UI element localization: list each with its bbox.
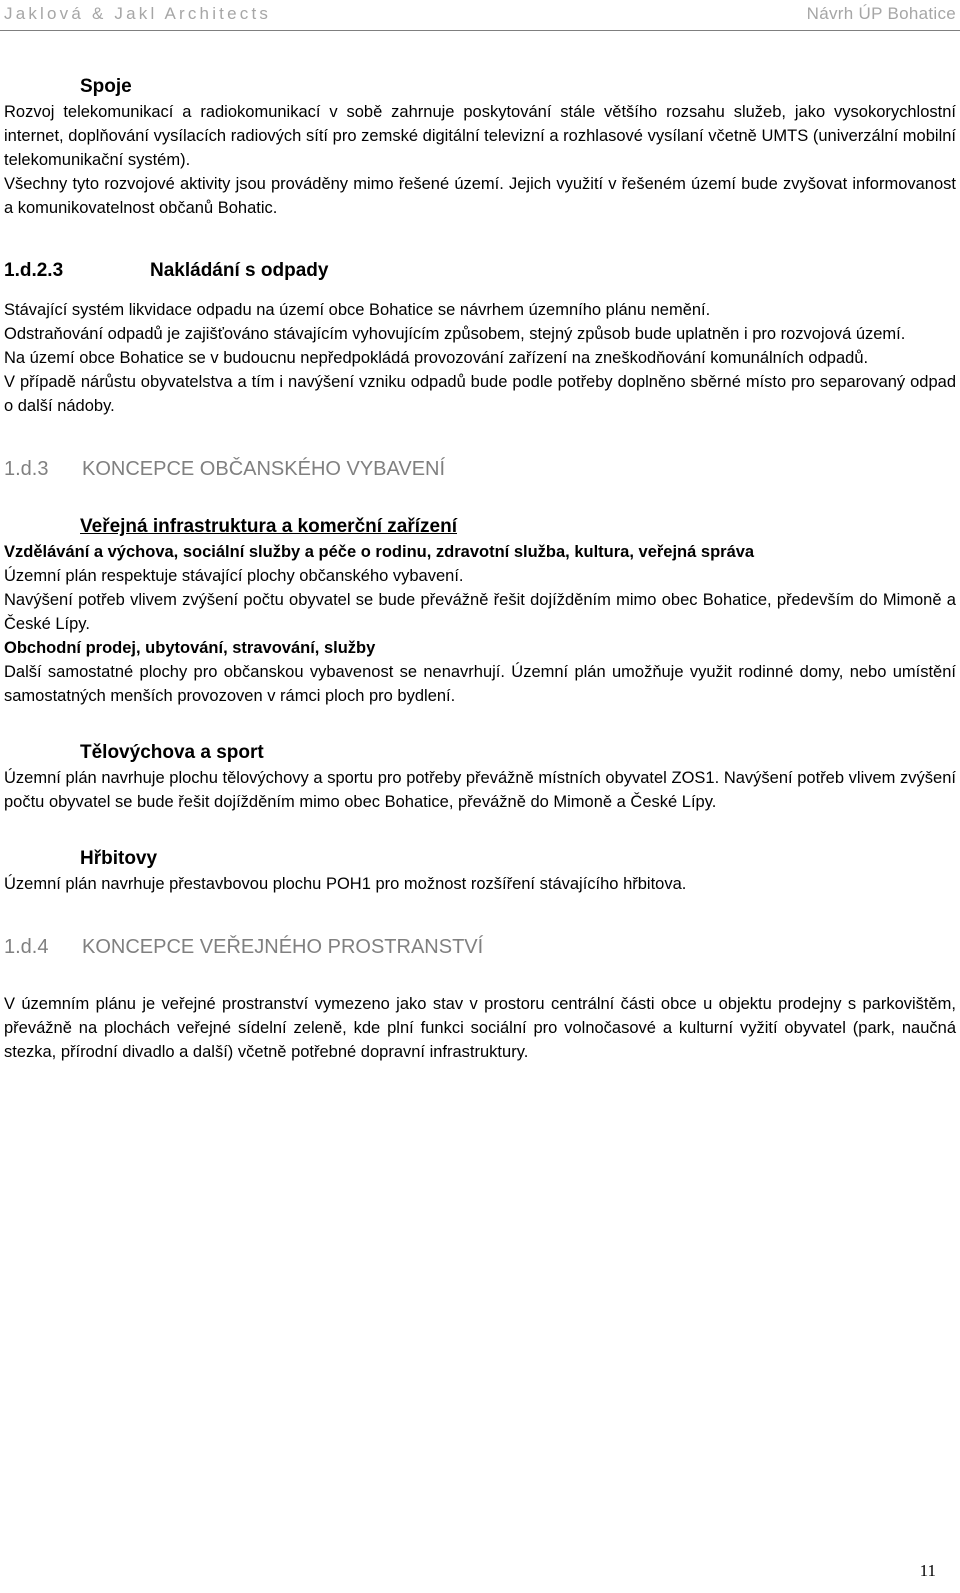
paragraph: Všechny tyto rozvojové aktivity jsou prováděny mimo řešené území. Jejich využití v řešeném území bude zvyšovat informovanost a komunikovatelnost občanů Bohatic.: [4, 175, 956, 217]
section-title: KONCEPCE VEŘEJNÉHO PROSTRANSTVÍ: [82, 936, 484, 958]
header-company: Jaklová & Jakl Architects: [4, 4, 272, 23]
heading-spoje: Spoje: [80, 76, 132, 97]
paragraph: Další samostatné plochy pro občanskou vybavenost se nenavrhují. Územní plán umožňuje využit rodinné domy, nebo umístění samostatných menších provozoven v rámci ploch pro bydlení.: [4, 663, 956, 705]
paragraph: Na území obce Bohatice se v budoucnu nepředpokládá provozování zařízení na zneškodňování komunálních odpadů.: [4, 349, 869, 367]
section-heading-prostranstvi: [4, 934, 956, 960]
section-number: 1.d.3: [4, 458, 49, 480]
paragraph: Územní plán respektuje stávající plochy občanského vybavení.: [4, 567, 464, 585]
paragraph: Navýšení potřeb vlivem zvýšení počtu obyvatel se bude převážně řešit dojížděním mimo obec Bohatice, především do Mimoně a České Lípy.: [4, 591, 956, 633]
paragraph: Odstraňování odpadů je zajišťováno stávajícím vyhovujícím způsobem, stejný způsob bude uplatněn i pro rozvojová území.: [4, 325, 906, 343]
paragraph: V územním plánu je veřejné prostranství vymezeno jako stav v prostoru centrální části obce u objektu prodejny s parkovištěm, převážně na plochách veřejné sídelní zeleně, kde plní funkci sociální pro volnočasové a kulturní vyžití obyvatel (park, naučná stezka, přírodní divadlo a další) včetně potřebné dopravní infrastruktury.: [4, 995, 956, 1061]
page-number: 11: [919, 1561, 936, 1580]
document-body: [4, 74, 956, 1064]
paragraph: Stávající systém likvidace odpadu na území obce Bohatice se návrhem územního plánu nemění.: [4, 301, 711, 319]
paragraph: Rozvoj telekomunikací a radiokomunikací v sobě zahrnuje poskytování stále většího rozsahu služeb, jako vysokorychlostní internet, doplňování vysílacích radiových sítí pro zemské digitální televizní a rozhlasové vysílaní včetně UMTS (univerzální mobilní telekomunikační systém).: [4, 103, 956, 169]
section-number: 1.d.2.3: [4, 260, 64, 281]
paragraph: Územní plán navrhuje plochu tělovýchovy a sportu pro potřeby převážně místních obyvatel ZOS1. Navýšení potřeb vlivem zvýšení počtu obyvatel se bude řešit dojížděním mimo obec Bohatice, převážně do Mimoně a České Lípy.: [4, 769, 956, 811]
page-header: [0, 0, 960, 31]
section-number: 1.d.4: [4, 936, 49, 958]
header-document-title: Návrh ÚP Bohatice: [806, 4, 956, 23]
subheading-hrbitovy: Hřbitovy: [80, 848, 158, 869]
paragraph: Územní plán navrhuje přestavbovou plochu POH1 pro možnost rozšíření stávajícího hřbitova.: [4, 875, 687, 893]
section-heading-obcanske: [4, 456, 956, 482]
subheading-sport: Tělovýchova a sport: [80, 742, 264, 763]
group-heading: Vzdělávání a výchova, sociální služby a péče o rodinu, zdravotní služba, kultura, veřejná správa: [4, 543, 755, 561]
paragraph: V případě nárůstu obyvatelstva a tím i navýšení vzniku odpadů bude podle potřeby doplněno sběrné místo pro separovaný odpad o další nádoby.: [4, 373, 956, 415]
section-title: Nakládání s odpady: [150, 260, 329, 281]
section-title: KONCEPCE OBČANSKÉHO VYBAVENÍ: [82, 458, 446, 480]
section-heading-odpady: [4, 258, 956, 284]
group-heading: Obchodní prodej, ubytování, stravování, služby: [4, 639, 376, 657]
subheading-infrastruktura: Veřejná infrastruktura a komerční zařízení: [80, 516, 457, 537]
